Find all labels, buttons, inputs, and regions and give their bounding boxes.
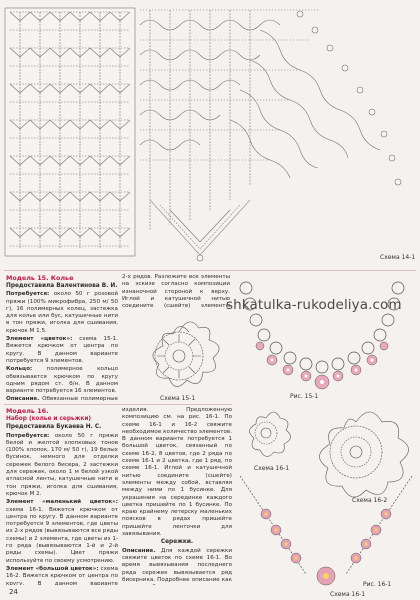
model-16-subtitle: Набор (колье и серьжки) bbox=[6, 416, 92, 422]
caption-scheme-16-2: Схема 16-2 bbox=[352, 497, 388, 504]
caption-scheme-14-1: Схема 14-1 bbox=[380, 254, 416, 261]
caption-scheme-15-1: Схема 15-1 bbox=[160, 395, 196, 402]
model-16-author: Предоставила Букаева Н. С. bbox=[6, 424, 102, 431]
label-description: Описание. bbox=[6, 396, 40, 402]
model-15-materials: около 50 г розовой пряжи (100% микрофибра, 250 м/ 50 г), 16 полимерных колец, застежка для колье или бус, катушечные нити в тон пряжи, иголка для сшивания, крючок M 1.5. bbox=[6, 291, 118, 334]
model-15-continued bbox=[122, 274, 230, 310]
divider-model16 bbox=[4, 404, 232, 405]
page-number: 24 bbox=[9, 588, 18, 596]
model-15-text bbox=[6, 274, 118, 402]
model-15-flower: схема 15-1. Вяжется крючком от центра по кругу. В данном варианте потребуется 9 элементов. bbox=[6, 336, 118, 364]
label-needs-16: Потребуется: bbox=[6, 432, 50, 439]
model-15-description: Обвязанные полимерные bbox=[42, 396, 118, 402]
model-16-small-flower: схема 16-1. Вяжется крючком от центра по кругу. В данном варианте потребуется 9 элементов, где цветы из 2-х рядов (вывязываются все ряды схемы) и 2 элемента, где цветы из 1-го ряда (вывязываются 1-й и 2-й ряды схемы). Цвет пряжи используйте по своему усмотрению. bbox=[6, 506, 118, 564]
caption-fig-16-1: Рис. 16-1 bbox=[363, 581, 392, 588]
label-description-earrings: Описание. bbox=[122, 547, 156, 554]
model-16-continued bbox=[122, 407, 232, 585]
model-16-materials: около 50 г пряжи белой и желтой хлопковых тонов (100% хлопок, 170 м/ 50 г), 19 белых бусинок, немного для отделки сережек белого бисера, 2 застежки для сережек, около 1 м белой узкой атласной ленты, катушечные нити в тон пряжи, иголка для сшивания, крючок M 2. bbox=[6, 432, 118, 497]
watermark: shkatulka-rukodeliya.com bbox=[226, 297, 402, 313]
earrings-description: Для каждой сережки свяжите цветок по схеме 16-1. Во время вывязывания последнего ряда сережек вывязывается ряд бисерника. Подробнее описание как bbox=[122, 547, 232, 583]
earrings-heading: Сережки. bbox=[160, 539, 194, 546]
necklace-illustration-16-1 bbox=[236, 474, 416, 590]
crochet-scheme-15-1 bbox=[124, 312, 234, 400]
label-needs: Потребуется: bbox=[6, 291, 50, 298]
label-ring: Кольцо: bbox=[6, 366, 33, 373]
divider-top bbox=[4, 270, 416, 271]
model-15-title: Модель 15. Колье bbox=[6, 274, 74, 282]
caption-fig-15-1: Рис. 15-1 bbox=[290, 393, 319, 400]
label-big-flower: Элемент «большой цветок»: bbox=[6, 565, 99, 572]
label-flower-element: Элемент «цветок»: bbox=[6, 336, 73, 343]
crochet-scheme-16-1 bbox=[236, 404, 296, 462]
caption-scheme-16-1-bottom: Схема 16-1 bbox=[330, 591, 366, 598]
model-16-big-flower: схема 16-2. Вяжется крючком от центра по кругу. В данном варианте bbox=[6, 565, 118, 585]
caption-scheme-16-1-left: Схема 16-1 bbox=[254, 465, 290, 472]
model-16-continued-text: изделия. Предложенную композицию см. на рис. 16-1. По схеме 16-1 и 16-2 свяжите необходимое количество элементов. В данном варианте потребуется 1 большой цветок, связанный по схеме 16-2, 8 цветов, где 2 ряда по схеме 16-1 и 2 цветка, где 1 ряд, по схеме 16-1. Иглой и катушечной нитью соедините (сшейте) элементы между собой, вставляя между ними по 1 бусинке. Для украшения на серединке каждого цветка пришейте по 1 бусинке. По краю крайнему летерску маленьких поясков в рядах пришейте пришейте ленточки для завязывания. bbox=[122, 407, 232, 538]
model-15-ring: полимерное кольцо обвязывается крючком по кругу одним рядом ст. б/н. В данном варианте потребуется 16 элементов. bbox=[6, 366, 118, 395]
crochet-scheme-14-1 bbox=[0, 0, 420, 272]
model-15-continued-text: 2-х рядов. Разложите все элементы на эскизе согласно композиции изнаночной стороной к верху. Иглой и катушечной нитью соедините (сшейте) элементы bbox=[122, 274, 230, 310]
model-15-author: Предоставила Валентинова В. И. bbox=[6, 283, 118, 289]
model-16-title: Модель 16. bbox=[6, 407, 49, 415]
label-small-flower: Элемент «маленький цветок»: bbox=[6, 499, 118, 506]
necklace-illustration-15-1 bbox=[236, 272, 418, 402]
model-16-text bbox=[6, 407, 118, 585]
